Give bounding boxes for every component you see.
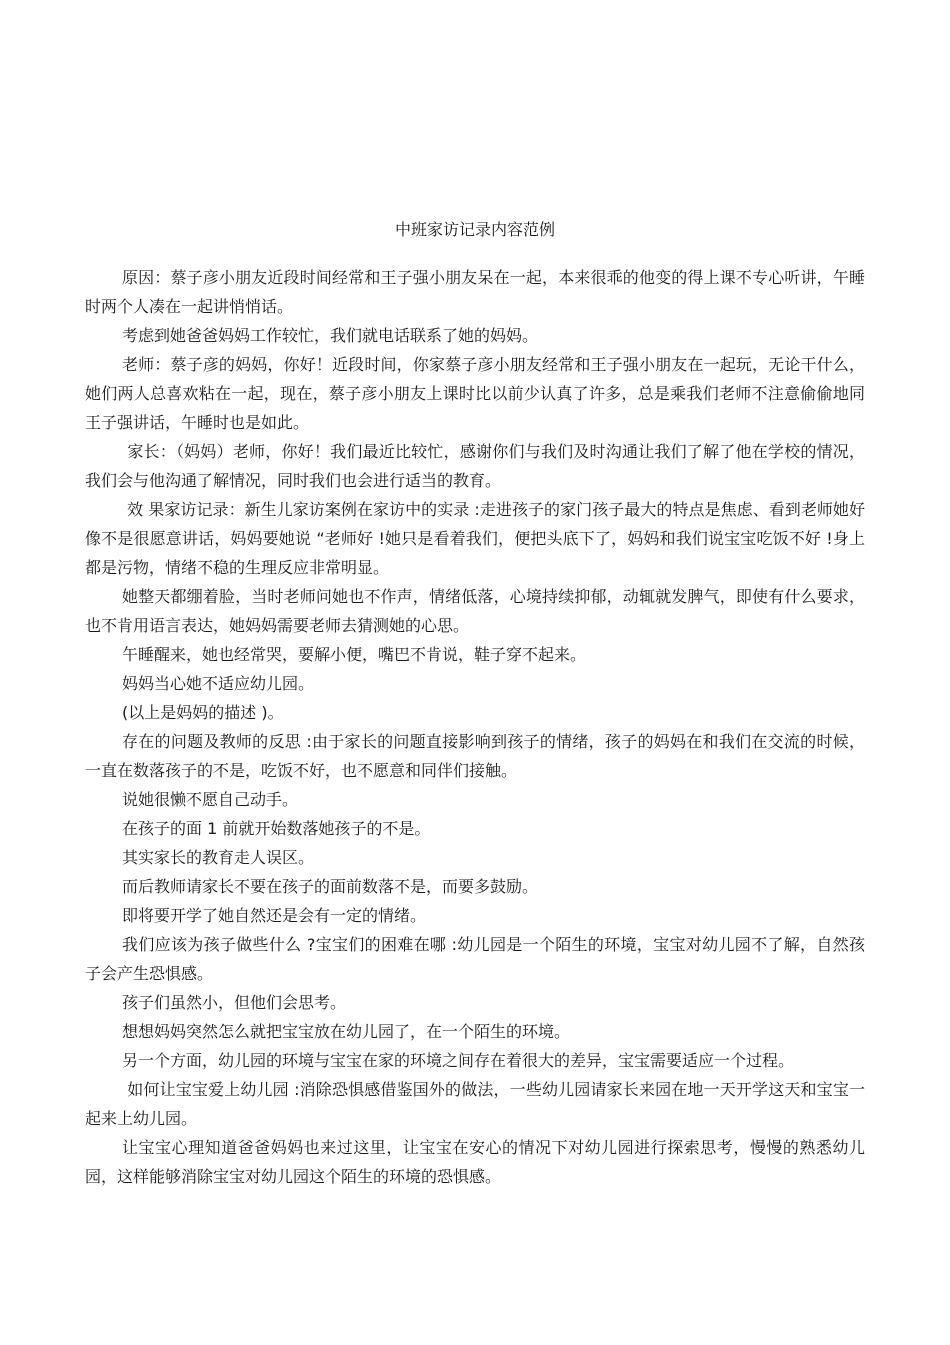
paragraph: 考虑到她爸爸妈妈工作较忙，我们就电话联系了她的妈妈。: [122, 326, 539, 345]
paragraph: 她整天都绷着脸，当时老师问她也不作声，情绪低落，心境持续抑郁，动辄就发脾气，即使有什么要求，也不肯用语言表达，她妈妈需要老师去猜测她的心思。: [85, 587, 865, 635]
paragraph: 午睡醒来，她也经常哭，要解小便，嘴巴不肯说，鞋子穿不起来。: [122, 645, 587, 664]
paragraph: 孩子们虽然小，但他们会思考。: [122, 993, 347, 1012]
paragraph: 原因：蔡子彦小朋友近段时间经常和王子强小朋友呆在一起，本来很乖的他变的得上课不专心听讲，午睡时两个人凑在一起讲悄悄话。: [85, 268, 865, 316]
paragraph: 说她很懒不愿自己动手。: [122, 790, 299, 809]
paragraph: 即将要开学了她自然还是会有一定的情绪。: [122, 906, 427, 925]
document-body: [85, 263, 865, 1191]
paragraph: 效 果家访记录：新生儿家访案例在家访中的实录 :走进孩子的家门孩子最大的特点是焦虑、看到老师她好像不是很愿意讲话，妈妈要她说 “老师好 !她只是看着我们，便把头底下了，妈妈和我们说宝宝吃饭不好 !身上都是污物，情绪不稳的生理反应非常明显。: [85, 500, 865, 577]
paragraph: 妈妈当心她不适应幼儿园。: [122, 674, 315, 693]
paragraph: 在孩子的面 1 前就开始数落她孩子的不是。: [122, 819, 431, 838]
paragraph: 而后教师请家长不要在孩子的面前数落不是，而要多鼓励。: [122, 877, 539, 896]
paragraph: 我们应该为孩子做些什么 ?宝宝们的困难在哪 :幼儿园是一个陌生的环境，宝宝对幼儿园不了解，自然孩子会产生恐惧感。: [85, 935, 865, 983]
paragraph: (以上是妈妈的描述 )。: [122, 703, 284, 722]
paragraph: 存在的问题及教师的反思 :由于家长的问题直接影响到孩子的情绪，孩子的妈妈在和我们在交流的时候，一直在数落孩子的不是，吃饭不好，也不愿意和同伴们接触。: [85, 732, 865, 780]
paragraph: 其实家长的教育走人误区。: [122, 848, 315, 867]
paragraph: 老师：蔡子彦的妈妈，你好！近段时间，你家蔡子彦小朋友经常和王子强小朋友在一起玩，无论干什么，她们两人总喜欢粘在一起，现在，蔡子彦小朋友上课时比以前少认真了许多，总是乘我们老师不注意偷偷地同王子强讲话，午睡时也是如此。: [85, 355, 865, 432]
paragraph: 家长：（妈妈）老师，你好！我们最近比较忙，感谢你们与我们及时沟通让我们了解了他在学校的情况，我们会与他沟通了解情况，同时我们也会进行适当的教育。: [85, 442, 865, 490]
paragraph: 另一个方面，幼儿园的环境与宝宝在家的环境之间存在着很大的差异，宝宝需要适应一个过程。: [122, 1051, 795, 1070]
paragraph: 让宝宝心理知道爸爸妈妈也来过这里，让宝宝在安心的情况下对幼儿园进行探索思考，慢慢的熟悉幼儿园，这样能够消除宝宝对幼儿园这个陌生的环境的恐惧感。: [85, 1138, 865, 1186]
paragraph: 如何让宝宝爱上幼儿园 :消除恐惧感借鉴国外的做法，一些幼儿园请家长来园在地一天开学这天和宝宝一起来上幼儿园。: [85, 1080, 865, 1128]
document-title: 中班家访记录内容范例: [394, 220, 555, 239]
paragraph: 想想妈妈突然怎么就把宝宝放在幼儿园了，在一个陌生的环境。: [122, 1022, 571, 1041]
